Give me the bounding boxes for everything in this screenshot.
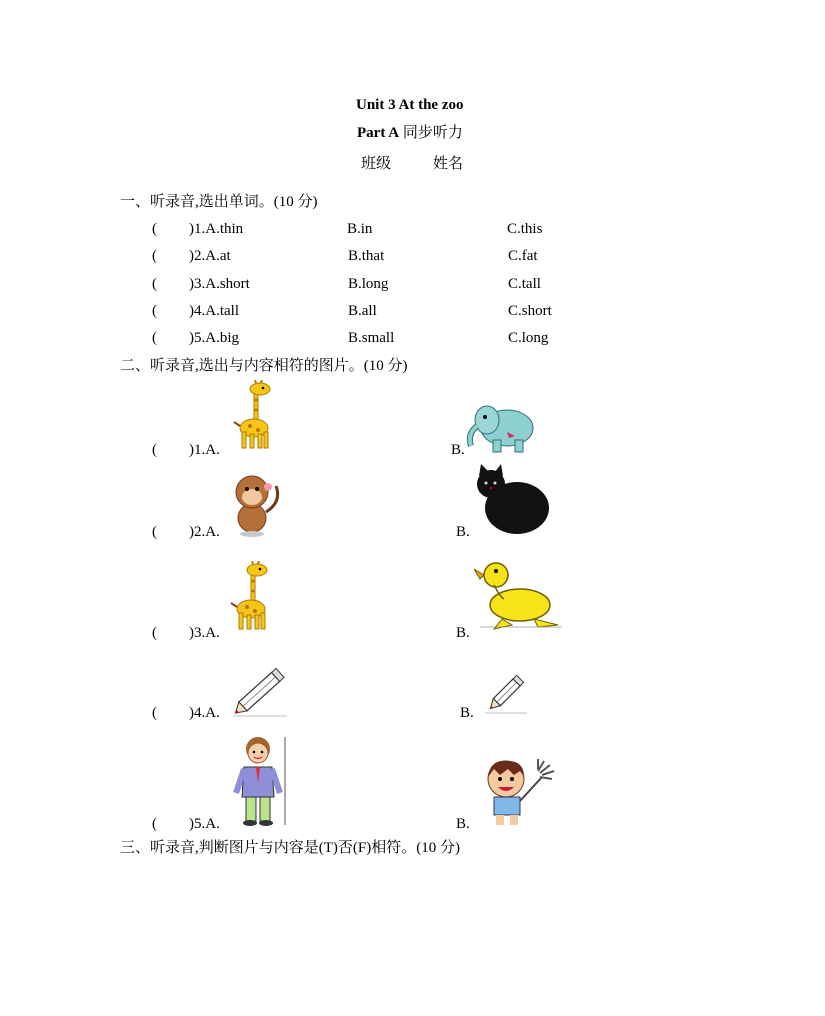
- option-a-label: )1.A.: [189, 442, 220, 458]
- option-b-label: B.: [456, 524, 470, 540]
- answer-paren: (: [152, 330, 157, 346]
- class-label: 班级: [361, 156, 392, 172]
- section2-heading: 二、听录音,选出与内容相符的图片。(10 分): [120, 358, 408, 374]
- page-title: Unit 3 At the zoo: [356, 97, 464, 113]
- option-c: C.fat: [508, 248, 538, 264]
- answer-paren: (: [152, 221, 157, 237]
- answer-paren: (: [152, 276, 157, 292]
- option-b: B.all: [348, 303, 377, 319]
- answer-paren: (: [152, 524, 157, 540]
- answer-paren: (: [152, 705, 157, 721]
- option-b: B.that: [348, 248, 385, 264]
- option-b: B.in: [347, 221, 373, 237]
- option-c: C.tall: [508, 276, 541, 292]
- giraffe-icon: [225, 561, 281, 631]
- subtitle-part: Part A: [357, 125, 400, 141]
- option-a-label: )3.A.: [189, 625, 220, 641]
- answer-paren: (: [152, 303, 157, 319]
- answer-paren: (: [152, 816, 157, 832]
- short-pencil-icon: [483, 671, 529, 715]
- answer-paren: (: [152, 625, 157, 641]
- name-label: 姓名: [433, 156, 464, 172]
- option-b-label: B.: [456, 625, 470, 641]
- option-a: )3.A.short: [189, 276, 250, 292]
- option-a: )2.A.at: [189, 248, 231, 264]
- short-boy-icon: [480, 757, 562, 829]
- option-b-label: B.: [456, 816, 470, 832]
- option-a: )1.A.thin: [189, 221, 244, 237]
- option-a-label: )2.A.: [189, 524, 220, 540]
- section3-heading: 三、听录音,判断图片与内容是(T)否(F)相符。(10 分): [120, 840, 460, 856]
- option-a-label: )5.A.: [189, 816, 220, 832]
- subtitle-text: 同步听力: [402, 125, 463, 141]
- section1-heading: 一、听录音,选出单词。(10 分): [120, 194, 318, 210]
- page-subtitle: [357, 126, 463, 141]
- black-cat-icon: [471, 464, 551, 538]
- option-c: C.this: [507, 221, 543, 237]
- option-b-label: B.: [451, 442, 465, 458]
- option-b-label: B.: [460, 705, 474, 721]
- option-b: B.small: [348, 330, 395, 346]
- option-a: )5.A.big: [189, 330, 239, 346]
- option-c: C.long: [508, 330, 549, 346]
- answer-paren: (: [152, 442, 157, 458]
- monkey-icon: [222, 472, 284, 538]
- tall-man-icon: [232, 735, 288, 827]
- option-b: B.long: [348, 276, 389, 292]
- elephant-icon: [463, 400, 541, 456]
- option-a-label: )4.A.: [189, 705, 220, 721]
- long-pencil-icon: [231, 664, 289, 718]
- option-a: )4.A.tall: [189, 303, 239, 319]
- option-c: C.short: [508, 303, 552, 319]
- giraffe-icon: [228, 380, 284, 450]
- duck-icon: [474, 555, 564, 633]
- answer-paren: (: [152, 248, 157, 264]
